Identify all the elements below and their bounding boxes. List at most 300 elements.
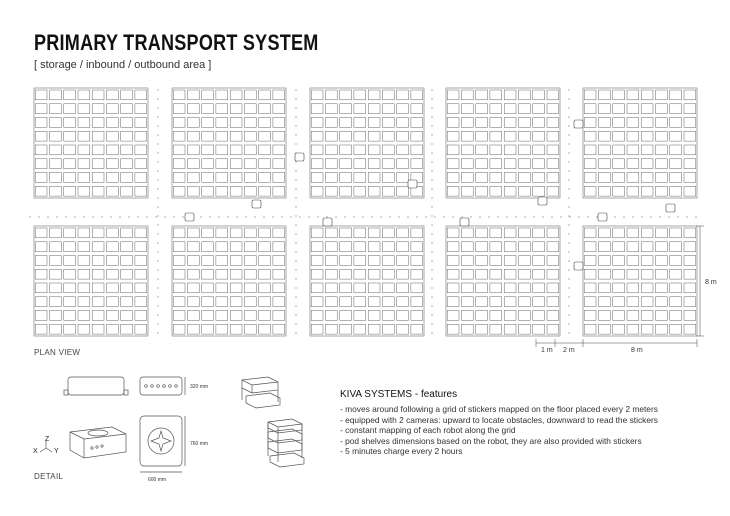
pod-shelf (325, 104, 337, 114)
pod-shelf (78, 145, 90, 155)
pod-shelf (340, 186, 352, 196)
floor-sticker (155, 216, 156, 217)
pod-shelf (670, 131, 682, 141)
floor-sticker (431, 269, 432, 270)
pod-shelf (202, 159, 214, 169)
floor-sticker (443, 216, 444, 217)
floor-sticker (295, 278, 296, 279)
pod-shelf (107, 90, 119, 100)
floor-sticker (431, 251, 432, 252)
pod-shelf (173, 269, 185, 279)
pod-shelf (504, 269, 516, 279)
pod-shelf (411, 145, 423, 155)
pod-shelf (259, 228, 271, 238)
pod-shelf (244, 159, 256, 169)
pod-shelf (461, 131, 473, 141)
floor-sticker (431, 161, 432, 162)
pod-shelf (230, 269, 242, 279)
pod-shelf (325, 283, 337, 293)
pod-shelf (50, 256, 62, 266)
robot (295, 153, 304, 161)
pod-shelf (311, 269, 323, 279)
floor-sticker (431, 224, 432, 225)
pod-shelf (230, 145, 242, 155)
floor-sticker (295, 116, 296, 117)
pod-shelf (273, 324, 285, 334)
pod-shelf (533, 186, 545, 196)
pod-shelf (684, 159, 696, 169)
pod-shelf (311, 242, 323, 252)
pod-shelf (368, 173, 380, 183)
pod-shelf (656, 228, 668, 238)
storage-block (446, 88, 560, 198)
pod-shelf (202, 131, 214, 141)
pod-shelf (476, 159, 488, 169)
pod-shelf (627, 173, 639, 183)
pod-shelf (368, 186, 380, 196)
floor-sticker (295, 224, 296, 225)
pod-shelf (397, 242, 409, 252)
pod-shelf (670, 90, 682, 100)
pod-shelf (382, 131, 394, 141)
floor-sticker (551, 216, 552, 217)
floor-sticker (568, 143, 569, 144)
pod-shelf (230, 311, 242, 321)
pod-shelf (340, 131, 352, 141)
pod-shelf (325, 173, 337, 183)
pod-shelf (476, 145, 488, 155)
floor-sticker (295, 98, 296, 99)
pod-shelf (202, 269, 214, 279)
pod-shelf (135, 283, 147, 293)
feature-item: - constant mapping of each robot along the grid (340, 425, 516, 436)
floor-sticker (431, 332, 432, 333)
pod-shelf (230, 159, 242, 169)
pod-shelf (368, 159, 380, 169)
floor-sticker (431, 116, 432, 117)
pod-shelf (64, 297, 76, 307)
floor-sticker (431, 242, 432, 243)
pod-shelf (230, 297, 242, 307)
pod-shelf (340, 104, 352, 114)
pod-shelf (230, 173, 242, 183)
floor-sticker (308, 216, 309, 217)
pod-shelf (584, 186, 596, 196)
pod-shelf (411, 228, 423, 238)
pod-shelf (64, 118, 76, 128)
floor-sticker (431, 107, 432, 108)
pod-shelf (627, 242, 639, 252)
pod-shelf (684, 324, 696, 334)
pod-shelf (533, 283, 545, 293)
pod-shelf (244, 297, 256, 307)
pod-shelf (135, 173, 147, 183)
pod-shelf (584, 90, 596, 100)
pod-shelf (50, 311, 62, 321)
pod-shelf (311, 145, 323, 155)
floor-sticker (568, 242, 569, 243)
floor-sticker (568, 134, 569, 135)
pod-shelf (397, 90, 409, 100)
pod-shelf (599, 104, 611, 114)
pod-shelf (627, 118, 639, 128)
pod-shelf (259, 90, 271, 100)
pod-shelf (584, 228, 596, 238)
features-heading: KIVA SYSTEMS - features (340, 389, 458, 400)
pod-shelf (368, 324, 380, 334)
pod-shelf (230, 186, 242, 196)
pod-shelf (447, 283, 459, 293)
pod-shelf (599, 269, 611, 279)
pod-shelf (50, 145, 62, 155)
floor-sticker (488, 216, 489, 217)
floor-sticker (157, 206, 158, 207)
pod-shelf (354, 269, 366, 279)
pod-shelf (216, 324, 228, 334)
pod-shelf (340, 228, 352, 238)
pod-shelf (50, 104, 62, 114)
pod-shelf (613, 104, 625, 114)
pod-shelf (107, 256, 119, 266)
floor-sticker (568, 188, 569, 189)
pod-shelf (64, 145, 76, 155)
pod-shelf (64, 311, 76, 321)
pod-shelf (259, 311, 271, 321)
pod-shelf (325, 256, 337, 266)
pod-shelf (187, 242, 199, 252)
pod-shelf (107, 297, 119, 307)
pod-shelf (533, 311, 545, 321)
pod-shelf (107, 145, 119, 155)
pod-shelf (504, 145, 516, 155)
pod-shelf (50, 297, 62, 307)
pod-shelf (613, 297, 625, 307)
pod-shelf (584, 269, 596, 279)
floor-sticker (335, 216, 336, 217)
pod-shelf (202, 297, 214, 307)
storage-block (172, 88, 286, 198)
pod-shelf (259, 131, 271, 141)
floor-sticker (295, 107, 296, 108)
pod-shelf (354, 90, 366, 100)
floor-sticker (295, 89, 296, 90)
floor-sticker (157, 188, 158, 189)
pod-shelf (490, 269, 502, 279)
pod-shelf (368, 145, 380, 155)
pod-shelf (533, 242, 545, 252)
pod-shelf (325, 228, 337, 238)
floor-sticker (263, 216, 264, 217)
pod-shelf (382, 228, 394, 238)
pod-shelf (490, 118, 502, 128)
pod-shelf (613, 145, 625, 155)
pod-shelf (354, 145, 366, 155)
pod-shelf (259, 242, 271, 252)
pod-shelf (244, 324, 256, 334)
pod-shelf (311, 118, 323, 128)
pod-shelf (135, 186, 147, 196)
pod-shelf (273, 297, 285, 307)
pod-shelf (547, 256, 559, 266)
pod-shelf (656, 324, 668, 334)
pod-shelf (354, 104, 366, 114)
pod-shelf (35, 324, 47, 334)
pod-shelf (397, 228, 409, 238)
floor-sticker (295, 314, 296, 315)
pod-shelf (78, 173, 90, 183)
pod-shelf (35, 90, 47, 100)
pod-shelf (519, 173, 531, 183)
floor-sticker (568, 260, 569, 261)
pod-shelf (584, 297, 596, 307)
pod-shelf (273, 173, 285, 183)
pod-shelf (504, 186, 516, 196)
floor-sticker (295, 332, 296, 333)
pod-shelf (641, 324, 653, 334)
storage-block (310, 226, 424, 336)
pod-shelf (216, 311, 228, 321)
pod-shelf (447, 90, 459, 100)
pod-shelf (397, 256, 409, 266)
robot (538, 197, 547, 205)
pod-shelf (230, 131, 242, 141)
floor-sticker (587, 216, 588, 217)
pod-shelf (311, 256, 323, 266)
pod-shelf (547, 104, 559, 114)
pod-shelf (216, 269, 228, 279)
pod-shelf (670, 159, 682, 169)
floor-sticker (568, 197, 569, 198)
pod-shelf (547, 131, 559, 141)
pod-shelf (354, 131, 366, 141)
pod-shelf (187, 186, 199, 196)
pod-shelf (202, 228, 214, 238)
floor-sticker (398, 216, 399, 217)
floor-sticker (568, 125, 569, 126)
floor-sticker (38, 216, 39, 217)
pod-shelf (273, 228, 285, 238)
pod-shelf (78, 186, 90, 196)
pod-shelf (173, 283, 185, 293)
pod-shelf (461, 173, 473, 183)
pod-shelf (340, 269, 352, 279)
pod-shelf (173, 256, 185, 266)
pod-shelf (627, 145, 639, 155)
pod-shelf-stack-small (242, 377, 280, 408)
pod-shelf (368, 118, 380, 128)
pod-shelf (684, 256, 696, 266)
floor-sticker (353, 216, 354, 217)
pod-shelf (35, 256, 47, 266)
pod-shelf (447, 311, 459, 321)
axis-z-label: Z (45, 436, 50, 443)
pod-shelf (325, 242, 337, 252)
pod-shelf (121, 242, 133, 252)
pod-shelf (684, 242, 696, 252)
floor-sticker (431, 179, 432, 180)
floor-sticker (56, 216, 57, 217)
pod-shelf (641, 283, 653, 293)
pod-shelf (35, 104, 47, 114)
pod-shelf (107, 131, 119, 141)
floor-sticker (295, 143, 296, 144)
pod-shelf (461, 269, 473, 279)
pod-shelf (382, 104, 394, 114)
pod-shelf (244, 131, 256, 141)
floor-sticker (431, 188, 432, 189)
floor-sticker (295, 206, 296, 207)
floor-sticker (686, 216, 687, 217)
dimension-vertical-8m: 8 m (705, 279, 717, 286)
pod-shelf (311, 104, 323, 114)
pod-shelf (311, 297, 323, 307)
floor-sticker (431, 170, 432, 171)
pod-shelf (627, 228, 639, 238)
pod-shelf (311, 131, 323, 141)
floor-sticker (47, 216, 48, 217)
pod-shelf (584, 283, 596, 293)
pod-shelf (656, 118, 668, 128)
pod-shelf (397, 159, 409, 169)
pod-shelf (382, 324, 394, 334)
pod-shelf (354, 159, 366, 169)
feature-item: - moves around following a grid of stickers mapped on the floor placed every 2 meters (340, 404, 658, 414)
pod-shelf (641, 118, 653, 128)
pod-shelf (368, 311, 380, 321)
pod-shelf (107, 242, 119, 252)
pod-shelf (641, 297, 653, 307)
pod-shelf (135, 269, 147, 279)
pod-shelf (613, 118, 625, 128)
pod-shelf (519, 269, 531, 279)
pod-shelf (92, 311, 104, 321)
pod-shelf (382, 118, 394, 128)
pod-shelf (599, 159, 611, 169)
pod-shelf (92, 131, 104, 141)
pod-shelf (121, 145, 133, 155)
pod-shelf (340, 311, 352, 321)
pod-shelf (670, 118, 682, 128)
pod-shelf (461, 297, 473, 307)
pod-shelf (461, 90, 473, 100)
pod-shelf (397, 186, 409, 196)
pod-shelf (519, 186, 531, 196)
pod-shelf (173, 324, 185, 334)
pod-shelf (259, 283, 271, 293)
pod-shelf (461, 145, 473, 155)
pod-shelf (447, 324, 459, 334)
pod-shelf (216, 145, 228, 155)
pod-shelf (613, 159, 625, 169)
robot-detail-drawings (30, 360, 310, 490)
pod-shelf (476, 104, 488, 114)
floor-sticker (568, 206, 569, 207)
pod-shelf (173, 145, 185, 155)
pod-shelf (135, 324, 147, 334)
robot-side-view (64, 377, 128, 395)
floor-sticker (568, 89, 569, 90)
floor-sticker (157, 116, 158, 117)
pod-shelf (684, 283, 696, 293)
pod-shelf (490, 311, 502, 321)
pod-shelf (311, 228, 323, 238)
floor-sticker (344, 216, 345, 217)
pod-shelf (519, 311, 531, 321)
pod-shelf (684, 228, 696, 238)
pod-shelf (490, 131, 502, 141)
pod-shelf (641, 256, 653, 266)
pod-shelf (519, 256, 531, 266)
pod-shelf (35, 131, 47, 141)
pod-shelf (187, 311, 199, 321)
pod-shelf (78, 297, 90, 307)
floor-sticker (568, 116, 569, 117)
pod-shelf (325, 324, 337, 334)
robot (408, 180, 417, 188)
floor-sticker (157, 242, 158, 243)
pod-shelf (121, 104, 133, 114)
pod-shelf (533, 90, 545, 100)
pod-shelf (476, 186, 488, 196)
pod-shelf (354, 118, 366, 128)
pod-shelf (273, 311, 285, 321)
pod-shelf (173, 173, 185, 183)
pod-shelf (504, 283, 516, 293)
pod-shelf (64, 269, 76, 279)
pod-shelf (656, 256, 668, 266)
floor-sticker (431, 125, 432, 126)
floor-sticker (431, 215, 432, 216)
pod-shelf (613, 242, 625, 252)
floor-sticker (295, 179, 296, 180)
floor-sticker (641, 216, 642, 217)
pod-shelf (613, 173, 625, 183)
pod-shelf (476, 269, 488, 279)
robot-isometric-view (70, 427, 126, 458)
floor-sticker (524, 216, 525, 217)
pod-shelf (382, 311, 394, 321)
width-measure: 600 mm (148, 477, 167, 483)
robot (574, 262, 583, 270)
pod-shelf (368, 131, 380, 141)
pod-shelf (627, 186, 639, 196)
pod-shelf (547, 118, 559, 128)
floor-sticker (533, 216, 534, 217)
pod-shelf (311, 324, 323, 334)
floor-sticker (119, 216, 120, 217)
floor-sticker (431, 233, 432, 234)
pod-shelf (627, 297, 639, 307)
floor-sticker (416, 216, 417, 217)
floor-sticker (157, 152, 158, 153)
pod-shelf (627, 159, 639, 169)
pod-shelf (78, 256, 90, 266)
pod-shelf (135, 256, 147, 266)
floor-sticker (431, 206, 432, 207)
floor-sticker (236, 216, 237, 217)
pod-shelf (244, 311, 256, 321)
floor-sticker (200, 216, 201, 217)
pod-shelf (547, 311, 559, 321)
floor-sticker (245, 216, 246, 217)
pod-shelf (64, 104, 76, 114)
pod-shelf (533, 118, 545, 128)
floor-sticker (295, 215, 296, 216)
floor-sticker (173, 216, 174, 217)
pod-shelf (627, 269, 639, 279)
pod-shelf (273, 90, 285, 100)
pod-shelf (354, 283, 366, 293)
